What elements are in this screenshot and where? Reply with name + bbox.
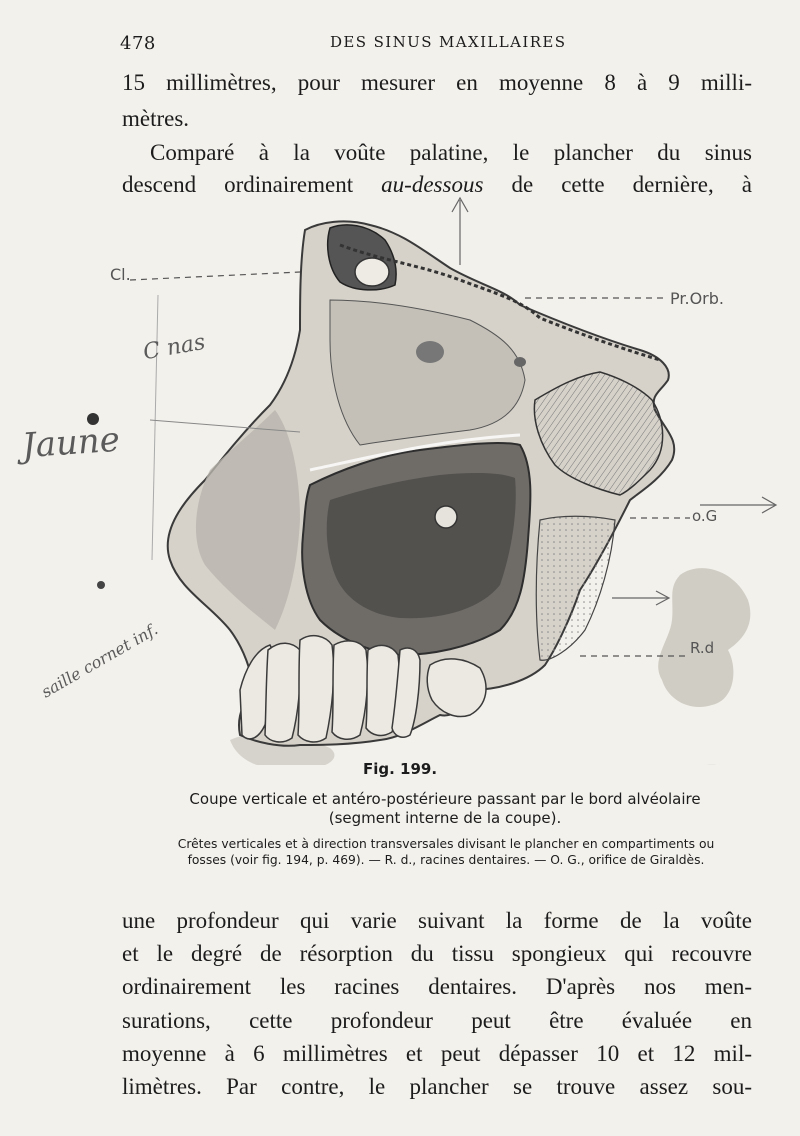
body-line: ordinairement les racines dentaires. D'après nos men-	[122, 974, 752, 999]
anatomical-figure	[0, 195, 800, 765]
sinus-pit	[514, 357, 526, 367]
figure-number: Fig. 199.	[362, 760, 438, 778]
body-line: limètres. Par contre, le plancher se trouve assez sou-	[122, 1074, 752, 1099]
figure-legend: fosses (voir fig. 194, p. 469). — R. d., racines dentaires. — O. G., orifice de Giraldès.	[187, 853, 705, 867]
emphasis: au-dessous	[381, 172, 484, 197]
label-cl: Cl.	[110, 265, 131, 284]
label-og: o.G	[692, 507, 718, 525]
body-line: et le degré de résorption du tissu spongieux qui recouvre	[122, 941, 752, 966]
label-rd: R.d	[690, 639, 715, 657]
body-line: Comparé à la voûte palatine, le plancher du sinus	[150, 140, 752, 165]
pencil-line	[152, 295, 158, 560]
body-line: surations, cette profondeur peut être évaluée en	[122, 1008, 752, 1033]
body-line: descend ordinairement au-dessous de cette dernière, à	[122, 172, 752, 197]
body-line: mètres.	[122, 106, 190, 131]
sinus-pit	[416, 341, 444, 363]
body-line: moyenne à 6 millimètres et peut dépasser 10 et 12 mil-	[122, 1041, 752, 1066]
giraldes-orifice	[435, 506, 457, 528]
lateral-wall	[536, 516, 615, 660]
ink-dot	[97, 581, 105, 589]
handwritten-jaune: Jaune	[20, 419, 122, 467]
page-number: 478	[120, 33, 156, 54]
handwritten-c-nas: C nas	[141, 329, 208, 366]
body-line: une profondeur qui varie suivant la forme de la voûte	[122, 908, 752, 933]
stain	[658, 568, 750, 707]
handwritten-saillie: saille cornet inf.	[38, 619, 161, 702]
label-pr-orb: Pr.Orb.	[670, 289, 724, 308]
figure-legend: Crêtes verticales et à direction transversales divisant le plancher en compartiments ou	[177, 837, 715, 851]
body-line: 15 millimètres, pour mesurer en moyenne 8 à 9 milli-	[122, 70, 752, 95]
figure-caption: (segment interne de la coupe).	[328, 809, 562, 827]
figure-caption: Coupe verticale et antéro-postérieure passant par le bord alvéolaire	[189, 790, 701, 808]
running-head: DES SINUS MAXILLAIRES	[330, 33, 567, 51]
sinus-shadow	[327, 473, 516, 618]
orbital-foramen	[355, 258, 389, 286]
